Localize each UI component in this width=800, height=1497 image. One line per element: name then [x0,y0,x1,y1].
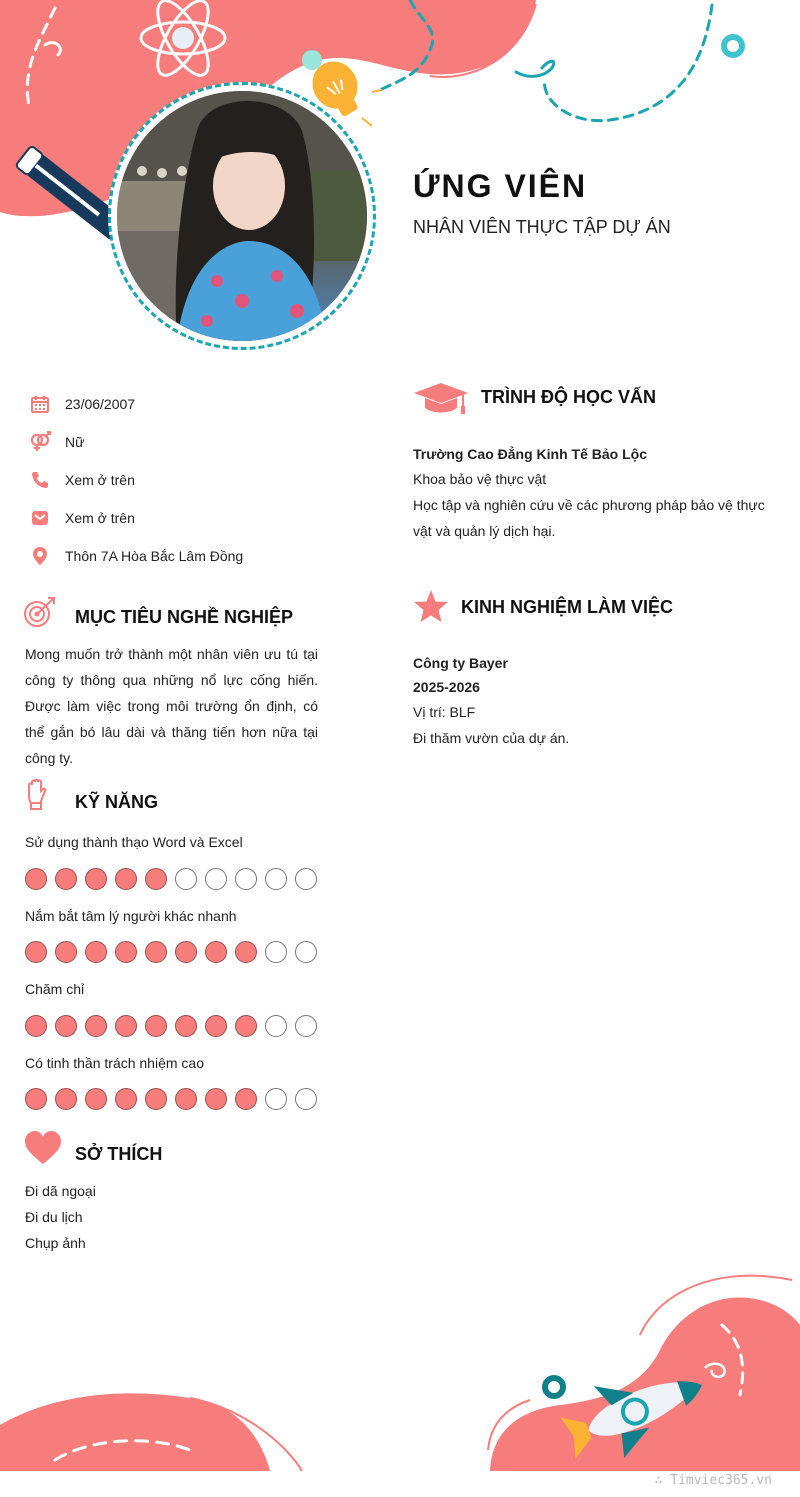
hobbies-title: SỞ THÍCH [75,1144,163,1164]
rating-dot-filled [85,1088,107,1110]
star-icon [413,589,449,623]
contact-value: Xem ở trên [65,510,135,526]
skill-rating [25,1015,317,1037]
education-major: Khoa bảo vệ thực vật [413,471,547,487]
rating-dot-filled [115,1015,137,1037]
rating-dot-filled [55,868,77,890]
skill-rating [25,1088,317,1110]
footer-decoration [0,1260,800,1497]
rating-dot-filled [85,941,107,963]
contact-value: Thôn 7A Hòa Bắc Lâm Đồng [65,548,244,564]
education-description: Học tập và nghiên cứu về các phương pháp bảo vệ thực vật và quản lý dịch hại. [413,497,765,539]
calendar-icon [28,392,52,416]
rating-dot-empty [265,868,287,890]
rating-dot-empty [205,868,227,890]
experience-period: 2025-2026 [413,679,480,695]
hobby-item: Chụp ảnh [25,1235,86,1251]
rating-dot-filled [25,941,47,963]
education-school: Trường Cao Đẳng Kinh Tế Bảo Lộc [413,446,647,462]
skill-label: Nắm bắt tâm lý người khác nhanh [25,908,237,924]
rating-dot-filled [115,868,137,890]
ring-decoration [724,37,742,55]
objective-title: MỤC TIÊU NGHỀ NGHIỆP [75,607,294,627]
contact-phone [28,461,358,499]
phone-icon [28,468,52,492]
rating-dot-filled [145,1088,167,1110]
contact-value: 23/06/2007 [65,396,136,412]
contact-list [28,385,358,575]
hobby-item: Đi dã ngoại [25,1183,96,1199]
rating-dot-empty [265,1088,287,1110]
avatar-photo [117,91,367,341]
rating-dot-filled [55,941,77,963]
skill-label: Có tinh thần trách nhiệm cao [25,1055,204,1071]
skill-rating [25,868,317,890]
hand-icon [25,779,47,811]
contact-value: Nữ [65,434,85,450]
rating-dot-filled [85,1015,107,1037]
graduation-cap-icon [413,381,469,415]
experience-description: Đi thăm vườn của dự án. [413,730,570,746]
rating-dot-filled [25,1015,47,1037]
rating-dot-empty [175,868,197,890]
gender-icon [28,430,52,454]
rating-dot-filled [25,868,47,890]
rating-dot-filled [175,941,197,963]
contact-gender [28,423,358,461]
skill-rating [25,941,317,963]
education-title: TRÌNH ĐỘ HỌC VẤN [481,387,656,407]
rating-dot-filled [205,1088,227,1110]
rating-dot-empty [295,941,317,963]
candidate-position: NHÂN VIÊN THỰC TẬP DỰ ÁN [413,217,671,237]
rating-dot-filled [235,941,257,963]
footer-blob-left [0,1393,270,1471]
location-icon [28,544,52,568]
objective-text: Mong muốn trở thành một nhân viên ưu tú tại công ty thông qua những nổ lực cống hiến. Được làm việc trong môi trường ổn định, có thể gắn bó lâu dài và thăng tiến hơn nữa tại công ty. [25,646,318,766]
rating-dot-empty [265,1015,287,1037]
experience-title: KINH NGHIỆM LÀM VIỆC [461,597,674,617]
contact-email [28,499,358,537]
rating-dot-filled [145,1015,167,1037]
rating-dot-filled [25,1088,47,1110]
candidate-name: ỨNG VIÊN [413,168,588,204]
rating-dot-empty [235,868,257,890]
footer-watermark: ∴ Timviec365.vn [654,1473,772,1488]
experience-company: Công ty Bayer [413,655,508,671]
rating-dot-empty [295,1015,317,1037]
rating-dot-filled [205,941,227,963]
skills-title: KỸ NĂNG [75,792,159,812]
rating-dot-filled [115,1088,137,1110]
rating-dot-empty [265,941,287,963]
email-icon [28,506,52,530]
avatar-frame [108,82,376,350]
rating-dot-filled [115,941,137,963]
rating-dot-filled [175,1088,197,1110]
rating-dot-filled [205,1015,227,1037]
skill-label: Chăm chỉ [25,981,85,997]
rating-dot-empty [295,868,317,890]
rating-dot-filled [235,1088,257,1110]
hobby-item: Đi du lịch [25,1209,83,1225]
rating-dot-filled [55,1088,77,1110]
contact-value: Xem ở trên [65,472,135,488]
rating-dot-filled [145,941,167,963]
rating-dot-filled [145,868,167,890]
rating-dot-filled [235,1015,257,1037]
contact-birthday [28,385,358,423]
contact-address [28,537,358,575]
rating-dot-empty [295,1088,317,1110]
rating-dot-filled [55,1015,77,1037]
skill-label: Sử dụng thành thạo Word và Excel [25,834,243,850]
experience-role: Vị trí: BLF [413,704,476,720]
heart-icon [24,1131,62,1165]
rating-dot-filled [175,1015,197,1037]
rating-dot-filled [85,868,107,890]
target-icon [24,596,58,628]
